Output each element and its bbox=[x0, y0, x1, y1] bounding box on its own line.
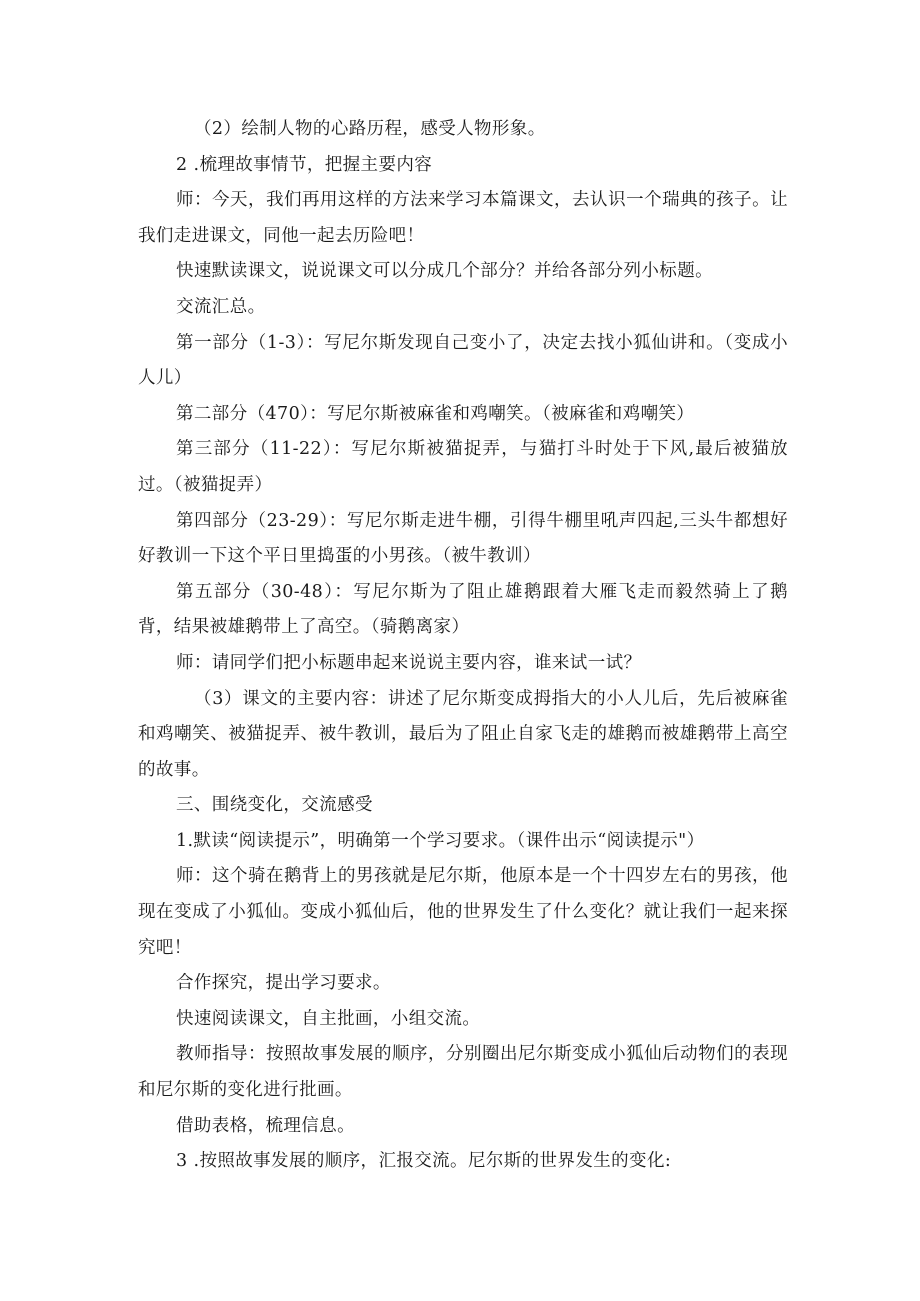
paragraph-17: 快速阅读课文，自主批画，小组交流。 bbox=[176, 1008, 481, 1029]
paragraph-6: 第一部分（1-3）：写尼尔斯发现自己变小了，决定去找小狐仙讲和。（变成小人儿） bbox=[138, 332, 788, 389]
paragraph-2: 2 .梳理故事情节，把握主要内容 bbox=[176, 154, 433, 175]
paragraph-15: 师：这个骑在鹅背上的男孩就是尼尔斯，他原本是一个十四岁左右的男孩，他现在变成了小狐仙。变成小狐仙后，他的世界发生了什么变化？就让我们一起来探究吧！ bbox=[138, 866, 788, 958]
paragraph-12: （3）课文的主要内容：讲述了尼尔斯变成拇指大的小人儿后，先后被麻雀和鸡嘲笑、被猫捉弄、被牛教训，最后为了阻止自家飞走的雄鹅而被雄鹅带上高空的故事。 bbox=[138, 688, 788, 780]
paragraph-20: 3 .按照故事发展的顺序，汇报交流。尼尔斯的世界发生的变化: bbox=[176, 1151, 672, 1172]
section-heading: 三、围绕变化，交流感受 bbox=[176, 795, 373, 816]
paragraph-5: 交流汇总。 bbox=[176, 296, 266, 317]
paragraph-3: 师：今天，我们再用这样的方法来学习本篇课文，去认识一个瑞典的孩子。让我们走进课文，同他一起去历险吧！ bbox=[138, 190, 788, 246]
paragraph-9: 第四部分（23-29）：写尼尔斯走进牛棚，引得牛棚里吼声四起,三头牛都想好好教训一下这个平日里捣蛋的小男孩。（被牛教训） bbox=[138, 510, 788, 567]
paragraph-10: 第五部分（30-48）：写尼尔斯为了阻止雄鹅跟着大雁飞走而毅然骑上了鹅背，结果被雄鹅带上了高空。（骑鹅离家） bbox=[138, 581, 788, 638]
paragraph-4: 快速默读课文，说说课文可以分成几个部分？并给各部分列小标题。 bbox=[176, 261, 713, 282]
paragraph-11: 师：请同学们把小标题串起来说说主要内容，谁来试一试？ bbox=[176, 652, 642, 673]
paragraph-14: 1.默读“阅读提示”，明确第一个学习要求。（课件出示“阅读提示"） bbox=[176, 830, 705, 851]
paragraph-7: 第二部分（470）：写尼尔斯被麻雀和鸡嘲笑。（被麻雀和鸡嘲笑） bbox=[176, 403, 695, 424]
paragraph-8: 第三部分（11-22）：写尼尔斯被猫捉弄，与猫打斗时处于下风,最后被猫放过。（被猫捉弄） bbox=[138, 439, 788, 495]
paragraph-1: （2）绘制人物的心路历程，感受人物形象。 bbox=[194, 119, 546, 139]
paragraph-19: 借助表格，梳理信息。 bbox=[176, 1115, 355, 1136]
paragraph-18: 教师指导：按照故事发展的顺序，分别圈出尼尔斯变成小狐仙后动物们的表现和尼尔斯的变化进行批画。 bbox=[138, 1044, 788, 1101]
paragraph-16: 合作探究，提出学习要求。 bbox=[176, 973, 391, 994]
document-body bbox=[138, 112, 788, 1180]
